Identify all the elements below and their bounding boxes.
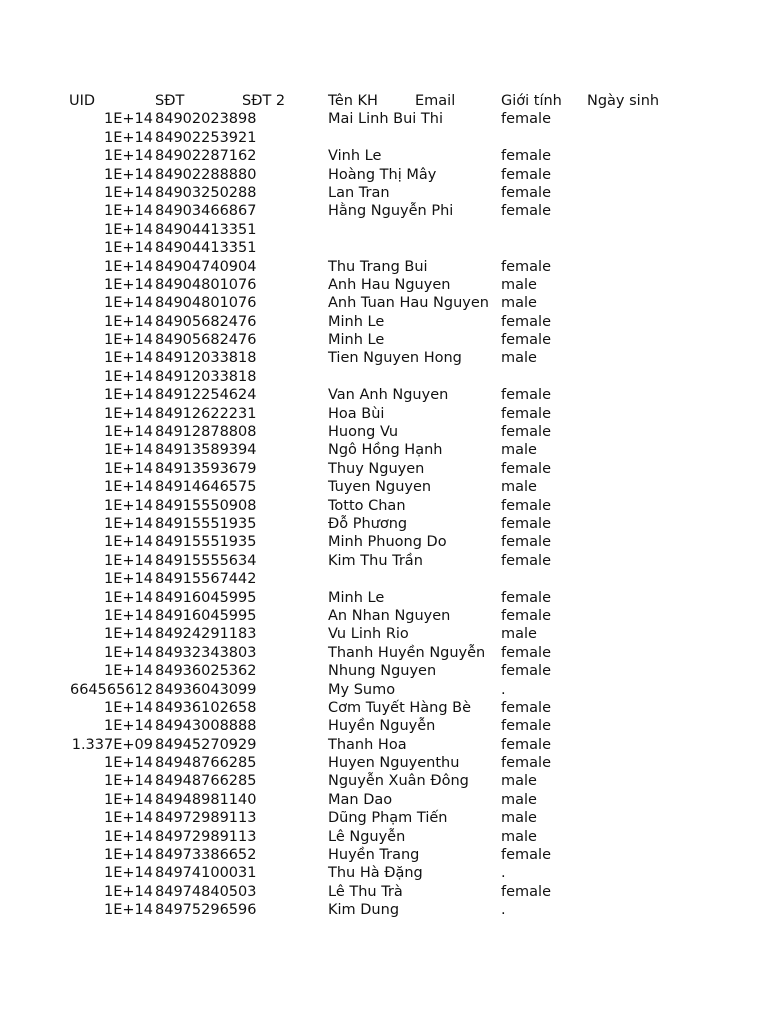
table-row: [0, 681, 768, 699]
table-row: [0, 294, 768, 312]
cell-name: Đỗ Phương: [328, 515, 408, 532]
cell-gender: male: [501, 828, 537, 845]
table-row: [0, 552, 768, 570]
cell-gender: female: [501, 387, 551, 404]
cell-phone: 84905682476: [155, 332, 257, 349]
table-row: [0, 110, 768, 128]
table-row: [0, 184, 768, 202]
cell-uid: 1E+14: [104, 773, 153, 790]
cell-uid: 1E+14: [104, 865, 153, 882]
cell-uid: 1.337E+09: [71, 736, 153, 753]
cell-uid: 1E+14: [104, 184, 153, 201]
cell-phone: 84936025362: [155, 663, 257, 680]
cell-uid: 1E+14: [104, 276, 153, 293]
cell-name: Hoàng Thị Mây: [328, 166, 437, 183]
cell-uid: 1E+14: [104, 368, 153, 385]
cell-name: Lan Tran: [328, 184, 390, 201]
header-name: Tên KH: [328, 93, 378, 109]
table-row: [0, 147, 768, 165]
cell-name: Kim Dung: [328, 902, 400, 919]
cell-phone: 84948766285: [155, 755, 257, 772]
cell-name: Minh Le: [328, 589, 385, 606]
cell-uid: 1E+14: [104, 902, 153, 919]
table-row: [0, 349, 768, 367]
cell-name: Ngô Hồng Hạnh: [328, 442, 443, 459]
cell-name: Huong Vu: [328, 424, 399, 441]
cell-gender: female: [501, 405, 551, 422]
cell-gender: male: [501, 773, 537, 790]
cell-gender: female: [501, 755, 551, 772]
cell-gender: male: [501, 626, 537, 643]
cell-uid: 1E+14: [104, 515, 153, 532]
table-row: [0, 883, 768, 901]
cell-uid: 1E+14: [104, 129, 153, 146]
table-row: [0, 239, 768, 257]
cell-gender: female: [501, 534, 551, 551]
cell-gender: female: [501, 718, 551, 735]
cell-uid: 1E+14: [104, 387, 153, 404]
cell-gender: female: [501, 736, 551, 753]
header-email: Email: [415, 93, 456, 109]
cell-uid: 664565612: [69, 681, 153, 698]
cell-phone: 84924291183: [155, 626, 257, 643]
cell-phone: 84974100031: [155, 865, 257, 882]
cell-uid: 1E+14: [104, 332, 153, 349]
cell-name: Nguyễn Xuân Đông: [328, 773, 469, 790]
cell-uid: 1E+14: [104, 166, 153, 183]
table-row: [0, 166, 768, 184]
cell-gender: female: [501, 332, 551, 349]
cell-gender: male: [501, 810, 537, 827]
table-row: [0, 828, 768, 846]
cell-name: Van Anh Nguyen: [328, 387, 449, 404]
cell-name: Cơm Tuyết Hàng Bè: [328, 699, 472, 716]
cell-phone: 84916045995: [155, 589, 257, 606]
cell-uid: 1E+14: [104, 442, 153, 459]
cell-name: Thu Trang Bui: [328, 258, 428, 275]
table-row: [0, 405, 768, 423]
cell-name: Minh Le: [328, 313, 385, 330]
header-uid: UID: [69, 93, 96, 109]
cell-gender: male: [501, 295, 537, 312]
cell-phone: 84913593679: [155, 460, 257, 477]
cell-phone: 84916045995: [155, 607, 257, 624]
cell-gender: female: [501, 663, 551, 680]
table-row: [0, 607, 768, 625]
cell-phone: 84972989113: [155, 828, 257, 845]
cell-phone: 84915555634: [155, 552, 257, 569]
cell-name: Hoa Bùi: [328, 405, 385, 422]
cell-phone: 84904413351: [155, 240, 257, 257]
table-row: [0, 331, 768, 349]
cell-name: Lê Nguyễn: [328, 828, 406, 845]
cell-phone: 84973386652: [155, 847, 257, 864]
cell-uid: 1E+14: [104, 240, 153, 257]
cell-phone: 84912033818: [155, 368, 257, 385]
cell-name: Lê Thu Trà: [328, 883, 403, 900]
cell-gender: female: [501, 497, 551, 514]
cell-gender: female: [501, 148, 551, 165]
cell-gender: female: [501, 883, 551, 900]
cell-phone: 84902023898: [155, 111, 257, 128]
cell-gender: .: [501, 865, 506, 882]
cell-name: Hằng Nguyễn Phi: [328, 203, 454, 220]
cell-name: Huyen Nguyenthu: [328, 755, 460, 772]
cell-gender: female: [501, 111, 551, 128]
cell-uid: 1E+14: [104, 663, 153, 680]
cell-gender: male: [501, 276, 537, 293]
cell-phone: 84912033818: [155, 350, 257, 367]
table-row: [0, 423, 768, 441]
table-row: [0, 772, 768, 790]
cell-gender: female: [501, 644, 551, 661]
cell-phone: 84915551935: [155, 534, 257, 551]
cell-uid: 1E+14: [104, 350, 153, 367]
cell-phone: 84936102658: [155, 699, 257, 716]
header-gender: Giới tính: [501, 93, 562, 109]
cell-gender: male: [501, 791, 537, 808]
cell-phone: 84904413351: [155, 221, 257, 238]
cell-gender: .: [501, 681, 506, 698]
cell-phone: 84902288880: [155, 166, 257, 183]
table-row: [0, 662, 768, 680]
table-row: [0, 313, 768, 331]
cell-uid: 1E+14: [104, 607, 153, 624]
cell-phone: 84912878808: [155, 424, 257, 441]
cell-phone: 84904801076: [155, 295, 257, 312]
cell-phone: 84948766285: [155, 773, 257, 790]
table-row: [0, 460, 768, 478]
cell-uid: 1E+14: [104, 552, 153, 569]
cell-gender: female: [501, 589, 551, 606]
cell-uid: 1E+14: [104, 883, 153, 900]
cell-name: Man Dao: [328, 791, 393, 808]
cell-gender: male: [501, 350, 537, 367]
cell-name: Nhung Nguyen: [328, 663, 437, 680]
cell-name: Minh Phuong Do: [328, 534, 447, 551]
cell-name: Minh Le: [328, 332, 385, 349]
cell-name: Thanh Huyền Nguyễn: [328, 644, 486, 661]
table-row: [0, 809, 768, 827]
cell-name: Anh Hau Nguyen: [328, 276, 451, 293]
table-row: [0, 129, 768, 147]
cell-name: Totto Chan: [328, 497, 406, 514]
table-row: [0, 202, 768, 220]
cell-uid: 1E+14: [104, 424, 153, 441]
cell-phone: 84902287162: [155, 148, 257, 165]
cell-gender: female: [501, 515, 551, 532]
cell-phone: 84943008888: [155, 718, 257, 735]
table-row: [0, 736, 768, 754]
cell-gender: female: [501, 203, 551, 220]
table-row: [0, 276, 768, 294]
cell-phone: 84903250288: [155, 184, 257, 201]
cell-gender: female: [501, 313, 551, 330]
table-row: [0, 699, 768, 717]
cell-phone: 84915551935: [155, 515, 257, 532]
cell-name: Thu Hà Đặng: [328, 865, 423, 882]
cell-gender: female: [501, 607, 551, 624]
cell-name: Kim Thu Trần: [328, 552, 423, 569]
cell-name: Dũng Phạm Tiến: [328, 810, 448, 827]
cell-name: Huyền Nguyễn: [328, 718, 436, 735]
cell-phone: 84936043099: [155, 681, 257, 698]
cell-name: Vu Linh Rio: [328, 626, 409, 643]
table-row: [0, 589, 768, 607]
cell-uid: 1E+14: [104, 111, 153, 128]
table-row: [0, 717, 768, 735]
table-row: [0, 901, 768, 919]
cell-uid: 1E+14: [104, 755, 153, 772]
cell-uid: 1E+14: [104, 295, 153, 312]
header-row: [0, 92, 768, 110]
cell-phone: 84972989113: [155, 810, 257, 827]
cell-gender: .: [501, 902, 506, 919]
cell-uid: 1E+14: [104, 626, 153, 643]
cell-gender: male: [501, 479, 537, 496]
cell-name: Tien Nguyen Hong: [328, 350, 462, 367]
cell-gender: female: [501, 184, 551, 201]
table-row: [0, 754, 768, 772]
table-row: [0, 258, 768, 276]
cell-uid: 1E+14: [104, 460, 153, 477]
cell-phone: 84902253921: [155, 129, 257, 146]
cell-phone: 84948981140: [155, 791, 257, 808]
cell-name: Tuyen Nguyen: [328, 479, 432, 496]
cell-phone: 84912622231: [155, 405, 257, 422]
cell-uid: 1E+14: [104, 847, 153, 864]
cell-uid: 1E+14: [104, 203, 153, 220]
table-row: [0, 791, 768, 809]
cell-uid: 1E+14: [104, 258, 153, 275]
cell-phone: 84904740904: [155, 258, 257, 275]
table-row: [0, 441, 768, 459]
cell-uid: 1E+14: [104, 479, 153, 496]
cell-phone: 84975296596: [155, 902, 257, 919]
cell-phone: 84905682476: [155, 313, 257, 330]
header-phone2: SĐT 2: [242, 93, 286, 109]
cell-name: Huyền Trang: [328, 847, 420, 864]
cell-uid: 1E+14: [104, 571, 153, 588]
header-phone: SĐT: [155, 93, 185, 109]
cell-name: My Sumo: [328, 681, 396, 698]
cell-uid: 1E+14: [104, 405, 153, 422]
cell-uid: 1E+14: [104, 828, 153, 845]
cell-phone: 84914646575: [155, 479, 257, 496]
cell-uid: 1E+14: [104, 589, 153, 606]
cell-phone: 84932343803: [155, 644, 257, 661]
cell-phone: 84913589394: [155, 442, 257, 459]
cell-phone: 84903466867: [155, 203, 257, 220]
cell-gender: female: [501, 166, 551, 183]
cell-gender: female: [501, 258, 551, 275]
cell-gender: female: [501, 460, 551, 477]
table-row: [0, 846, 768, 864]
cell-uid: 1E+14: [104, 644, 153, 661]
cell-phone: 84904801076: [155, 276, 257, 293]
table-row: [0, 515, 768, 533]
cell-phone: 84974840503: [155, 883, 257, 900]
cell-uid: 1E+14: [104, 221, 153, 238]
table-row: [0, 221, 768, 239]
cell-phone: 84915567442: [155, 571, 257, 588]
table-row: [0, 478, 768, 496]
cell-phone: 84912254624: [155, 387, 257, 404]
cell-uid: 1E+14: [104, 791, 153, 808]
cell-uid: 1E+14: [104, 810, 153, 827]
cell-gender: male: [501, 442, 537, 459]
cell-name: Thuy Nguyen: [328, 460, 425, 477]
cell-name: Thanh Hoa: [328, 736, 407, 753]
table-row: [0, 497, 768, 515]
cell-uid: 1E+14: [104, 718, 153, 735]
cell-uid: 1E+14: [104, 699, 153, 716]
table-row: [0, 625, 768, 643]
cell-phone: 84945270929: [155, 736, 257, 753]
table-row: [0, 570, 768, 588]
table-row: [0, 533, 768, 551]
cell-gender: female: [501, 847, 551, 864]
table-row: [0, 386, 768, 404]
customer-sheet: [0, 92, 768, 920]
cell-name: Vinh Le: [328, 148, 382, 165]
cell-name: Mai Linh Bui Thi: [328, 111, 443, 128]
cell-gender: female: [501, 699, 551, 716]
data-rows: [0, 110, 768, 919]
cell-phone: 84915550908: [155, 497, 257, 514]
cell-uid: 1E+14: [104, 534, 153, 551]
table-row: [0, 368, 768, 386]
cell-name: An Nhan Nguyen: [328, 607, 451, 624]
cell-gender: female: [501, 424, 551, 441]
cell-gender: female: [501, 552, 551, 569]
cell-name: Anh Tuan Hau Nguyen: [328, 295, 489, 312]
cell-uid: 1E+14: [104, 313, 153, 330]
header-dob: Ngày sinh: [587, 93, 660, 109]
cell-uid: 1E+14: [104, 497, 153, 514]
table-row: [0, 864, 768, 882]
table-row: [0, 644, 768, 662]
cell-uid: 1E+14: [104, 148, 153, 165]
